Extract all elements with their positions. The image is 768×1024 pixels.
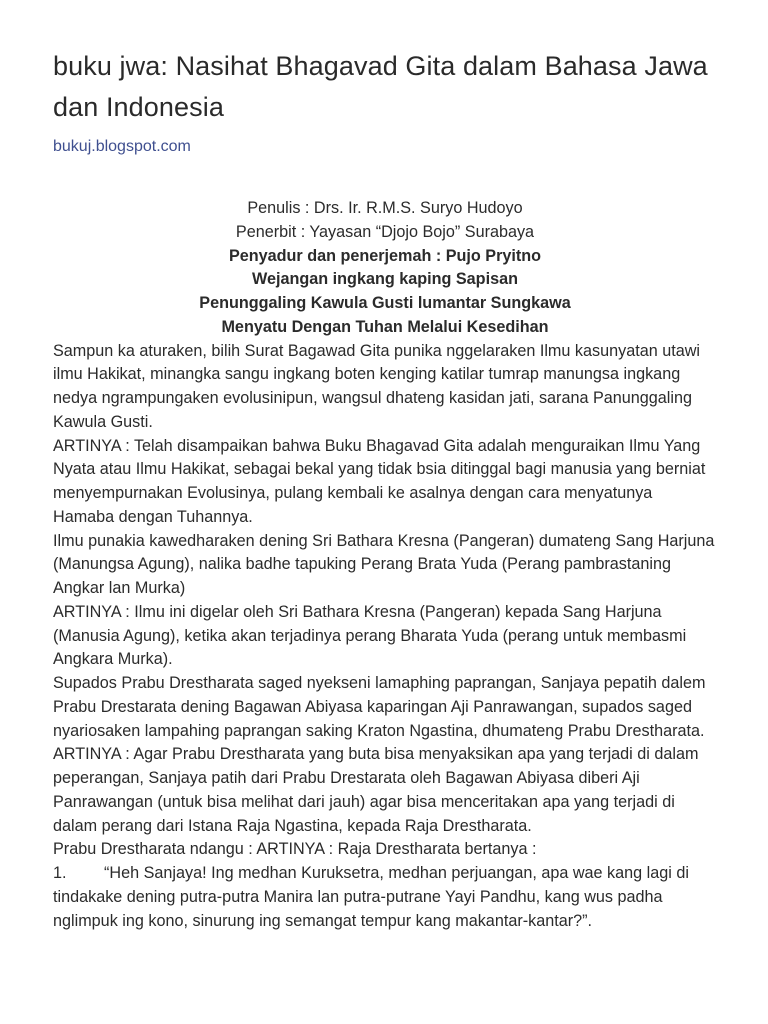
adapter-line: Penyadur dan penerjemah : Pujo Pryitno	[228, 246, 542, 265]
paragraph-translation-1: ARTINYA : Telah disampaikan bahwa Buku Bhagavad Gita adalah menguraikan Ilmu Yang Nyata atau Ilmu Hakikat, sebagai bekal yang tidak bsia ditinggal bagi manusia yang berniat menyempurnakan Evolusinya, pulang kembali ke asalnya dengan cara menyatunya Hamaba dengan Tuhannya.	[53, 436, 706, 526]
chapter-subtitle-javanese: Penunggaling Kawula Gusti lumantar Sungkawa	[199, 294, 571, 312]
document-title: buku jwa: Nasihat Bhagavad Gita dalam Bahasa Jawa dan Indonesia	[53, 51, 708, 122]
paragraph-question-intro: Prabu Drestharata ndangu : ARTINYA : Raja Drestharata bertanya :	[53, 840, 537, 859]
numbered-verse	[53, 862, 717, 933]
paragraph-javanese-3: Supados Prabu Drestharata saged nyekseni lamaphing paprangan, Sanjaya pepatih dalem Prabu Drestarata dening Bagawan Abiyasa kaparingan Aji Panrawangan, supados saged nyariosaken lampahing paprangan saking Kraton Ngastina, dhumateng Prabu Drestharata.	[53, 674, 706, 740]
paragraph-javanese-2: Ilmu punakia kawedharaken dening Sri Bathara Kresna (Pangeran) dumateng Sang Harjuna (Manungsa Agung), nalika badhe tapuking Perang Brata Yuda (Perang pambrastaning Angkar lan Murka)	[53, 531, 715, 597]
source-link[interactable]: bukuj.blogspot.com	[53, 138, 191, 155]
document-header	[53, 46, 723, 158]
chapter-subtitle-indonesian: Menyatu Dengan Tuhan Melalui Kesedihan	[221, 317, 549, 336]
writer-line: Penulis : Drs. Ir. R.M.S. Suryo Hudoyo	[247, 199, 523, 217]
document-body	[53, 197, 717, 933]
verse-number: 1.	[53, 864, 67, 882]
chapter-heading: Wejangan ingkang kaping Sapisan	[252, 270, 518, 289]
publisher-line: Penerbit : Yayasan “Djojo Bojo” Surabaya	[235, 222, 535, 241]
paragraph-javanese-1: Sampun ka aturaken, bilih Surat Bagawad Gita punika nggelaraken Ilmu kasunyatan utawi ilmu Hakikat, minangka sangu ingkang boten kenging katilar tumrap manungsa ingkang nedya ngrampungaken evolusinipun, wangsul dhateng kasidan jati, sarana Panunggaling Kawula Gusti.	[53, 341, 700, 431]
paragraph-translation-2: ARTINYA : Ilmu ini digelar oleh Sri Bathara Kresna (Pangeran) kepada Sang Harjuna (Manusia Agung), ketika akan terjadinya perang Bharata Yuda (perang untuk membasmi Angkara Murka).	[53, 602, 687, 669]
paragraph-translation-3: ARTINYA : Agar Prabu Drestharata yang buta bisa menyaksikan apa yang terjadi di dalam peperangan, Sanjaya patih dari Prabu Drestarata oleh Bagawan Abiyasa diberi Aji Panrawangan (untuk bisa melihat dari jauh) agar bisa menceritakan apa yang terjadi di dalam perang dari Istana Raja Ngastina, kepada Raja Drestharata.	[53, 745, 699, 835]
verse-text: “Heh Sanjaya! Ing medhan Kuruksetra, medhan perjuangan, apa wae kang lagi di tindakake dening putra-putra Manira lan putra-putrane Yayi Pandhu, kang wus padha nglimpuk ing kono, sinurung ing semangat tempur kang makantar-kantar?”.	[53, 864, 689, 930]
